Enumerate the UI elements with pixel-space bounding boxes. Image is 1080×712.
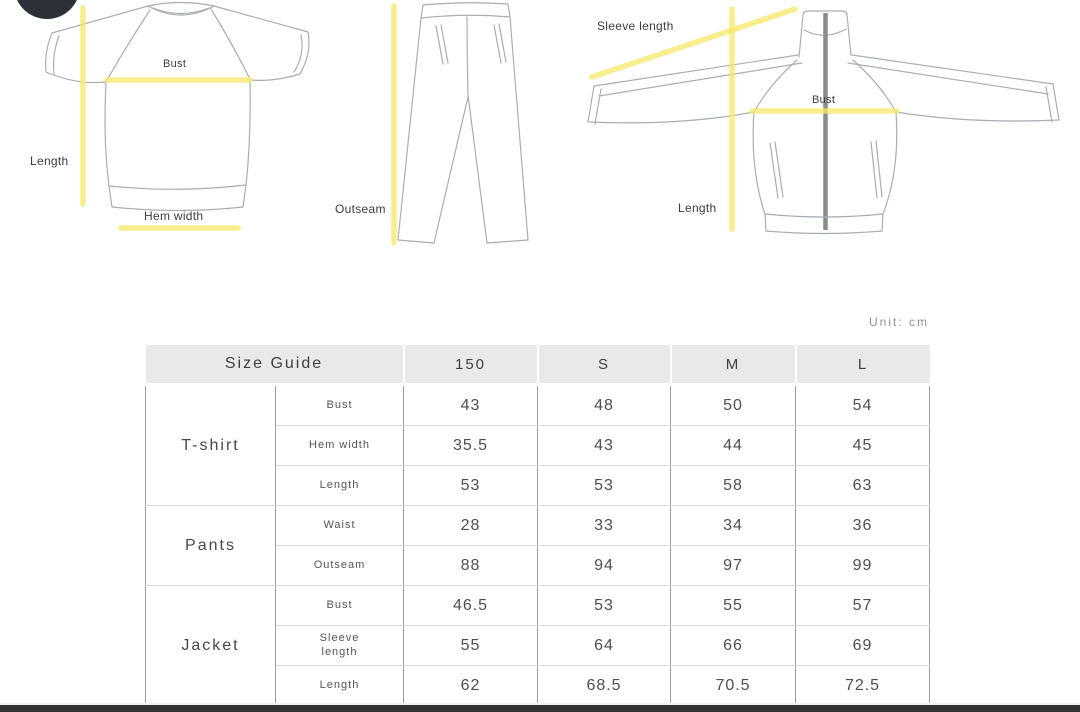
size-value-cell: 35.5 [404,426,538,466]
size-value-cell: 99 [796,546,930,586]
size-value-cell: 33 [538,506,671,546]
column-header-m: M [671,345,796,385]
jacket-drawing [588,11,1059,234]
table-title: Size Guide [146,345,404,385]
table-row [146,385,930,426]
jacket-length-label: Length [678,201,717,215]
size-value-cell: 62 [404,666,538,706]
garment-diagrams-svg [0,0,1080,300]
size-value-cell: 68.5 [538,666,671,706]
pants-outseam-label: Outseam [335,202,386,216]
measure-label: Sleeve length [319,631,360,658]
size-value-cell: 54 [796,385,930,426]
measurement-lines [83,6,897,243]
measure-cell: Hem width [276,426,404,466]
column-header-150: 150 [404,345,538,385]
size-value-cell: 55 [671,586,796,626]
size-value-cell: 55 [404,626,538,666]
pants-drawing [398,3,528,243]
size-value-cell: 45 [796,426,930,466]
measure-cell: Length [276,666,404,706]
size-value-cell: 94 [538,546,671,586]
measure-cell: Outseam [276,546,404,586]
jacket-bust-label: Bust [812,94,836,106]
table-row [146,586,930,626]
size-value-cell: 66 [671,626,796,666]
table-header-row [146,345,930,385]
jacket-sleeve-length-label: Sleeve length [597,19,674,33]
size-value-cell: 36 [796,506,930,546]
measure-cell: Waist [276,506,404,546]
size-value-cell: 53 [538,466,671,506]
size-value-cell: 48 [538,385,671,426]
size-value-cell: 58 [671,466,796,506]
tshirt-length-label: Length [30,154,69,168]
size-value-cell: 43 [538,426,671,466]
size-value-cell: 34 [671,506,796,546]
table-row [146,506,930,546]
tshirt-hem-width-label: Hem width [144,209,204,223]
size-value-cell: 53 [404,466,538,506]
size-value-cell: 57 [796,586,930,626]
corner-badge-circle [14,0,80,19]
category-cell-jacket: Jacket [146,586,276,706]
category-cell-tshirt: T-shirt [146,385,276,506]
measure-cell: Bust [276,385,404,426]
size-value-cell: 43 [404,385,538,426]
size-value-cell: 46.5 [404,586,538,626]
measure-cell: Length [276,466,404,506]
size-value-cell: 44 [671,426,796,466]
bottom-divider-bar [0,703,1080,712]
column-header-s: S [538,345,671,385]
measurement-diagrams [0,0,1080,300]
size-value-cell: 53 [538,586,671,626]
tshirt-bust-label: Bust [163,58,187,70]
size-guide-table [145,345,930,706]
size-value-cell: 69 [796,626,930,666]
column-header-l: L [796,345,930,385]
measure-cell: Bust [276,586,404,626]
size-value-cell: 63 [796,466,930,506]
unit-note: Unit: cm [868,315,929,329]
category-cell-pants: Pants [146,506,276,586]
size-value-cell: 97 [671,546,796,586]
measure-cell [276,626,404,666]
size-value-cell: 50 [671,385,796,426]
size-value-cell: 28 [404,506,538,546]
size-value-cell: 64 [538,626,671,666]
size-value-cell: 72.5 [796,666,930,706]
size-value-cell: 88 [404,546,538,586]
size-value-cell: 70.5 [671,666,796,706]
